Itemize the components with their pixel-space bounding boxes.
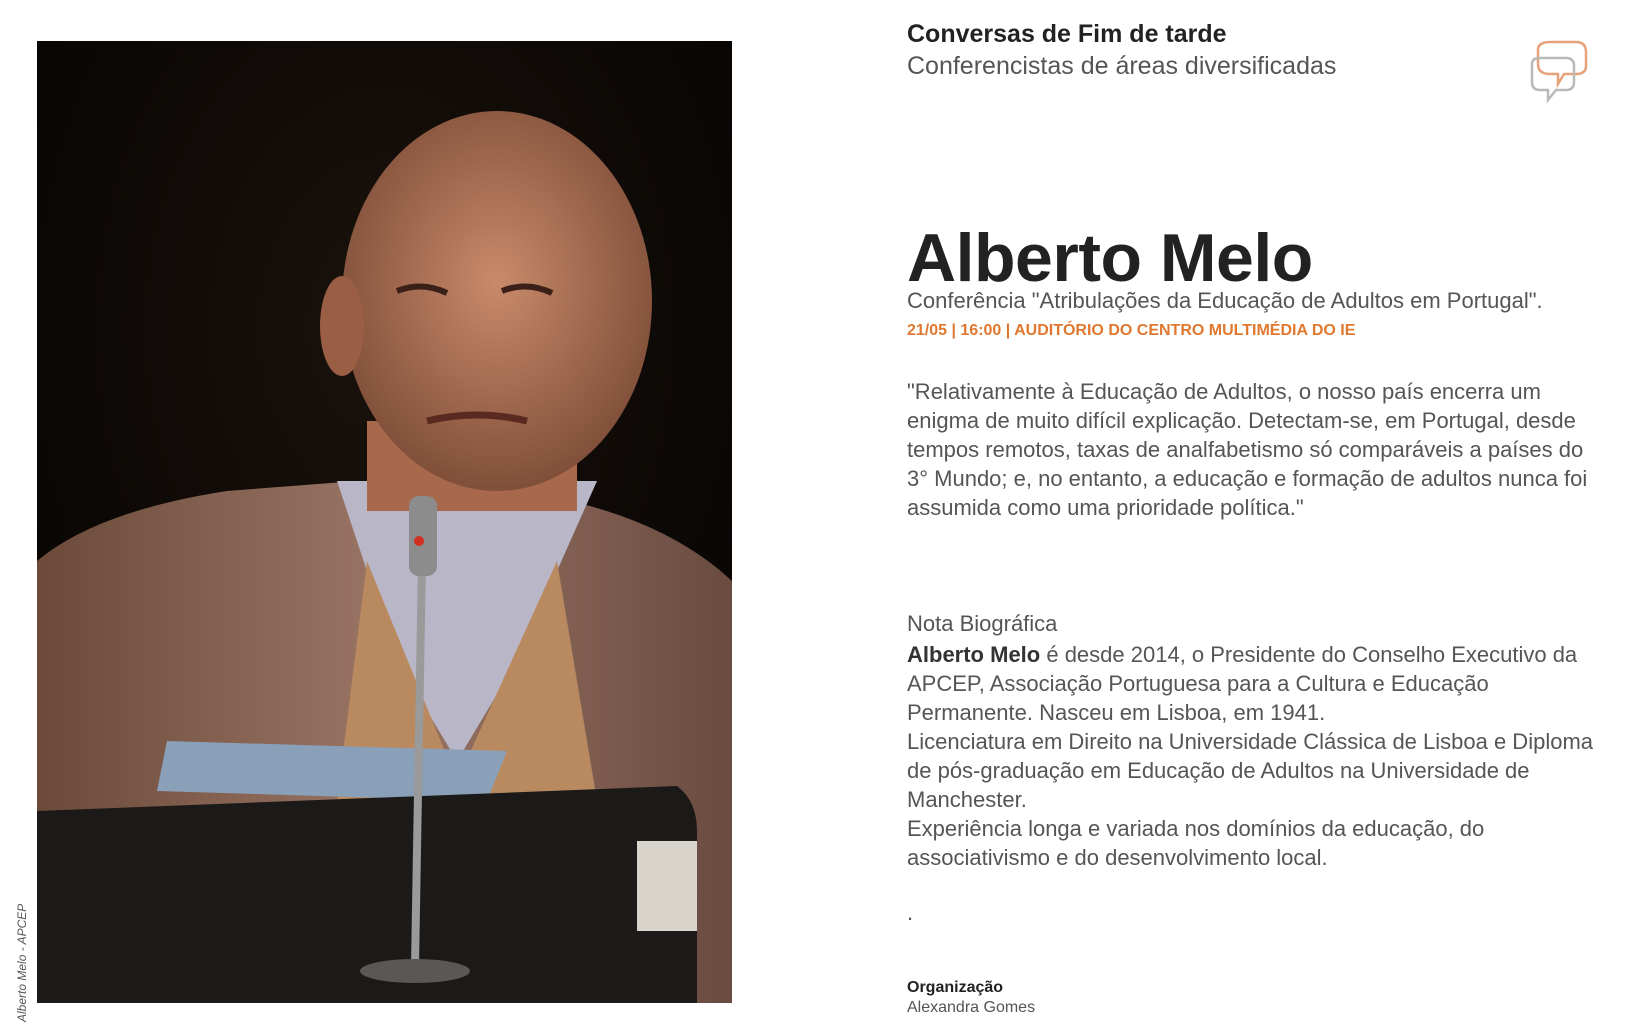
photo-credit: Alberto Melo - APCEP xyxy=(15,903,29,1022)
bio-text-1: é desde 2014, o Presidente do Conselho Executivo da APCEP, Associação Portuguesa para a Cultura e Educação Permanente. Nasceu em Lisboa, em 1941. xyxy=(907,642,1578,725)
speaker-photo xyxy=(37,41,732,1003)
bio-heading: Nota Biográfica xyxy=(907,611,1058,636)
bio-paragraph-2: Licenciatura em Direito na Universidade Clássica de Lisboa e Diploma de pós-graduação em Educação de Adultos na Universidade de Manchester. xyxy=(907,729,1594,812)
conference-title: Conferência "Atribulações da Educação de Adultos em Portugal". xyxy=(907,288,1543,313)
series-subtitle: Conferencistas de áreas diversificadas xyxy=(907,52,1337,80)
series-title: Conversas de Fim de tarde xyxy=(907,20,1227,48)
bio-paragraph-1 xyxy=(907,640,1607,727)
bio-text xyxy=(907,640,1607,872)
event-details: 21/05 | 16:00 | AUDITÓRIO DO CENTRO MULTIMÉDIA DO IE xyxy=(907,322,1356,339)
speaker-name: Alberto Melo xyxy=(907,220,1313,296)
speech-bubbles-icon xyxy=(1528,36,1592,104)
speaker-portrait-illustration xyxy=(37,41,732,1003)
bio-paragraph-3: Experiência longa e variada nos domínios da educação, do associativismo e do desenvolvimento local. xyxy=(907,816,1485,870)
speaker-quote: "Relativamente à Educação de Adultos, o nosso país encerra um enigma de muito difícil explicação. Detectam-se, em Portugal, desde tempos remotos, taxas de analfabetismo só comparáveis a países do 3° Mundo; e, no entanto, a educação e formação de adultos nunca foi assumida como uma prioridade política." xyxy=(907,379,1588,520)
organization-heading: Organização xyxy=(907,979,1004,996)
bio-name: Alberto Melo xyxy=(907,642,1041,667)
trailing-dot: . xyxy=(907,900,914,925)
organization-name: Alexandra Gomes xyxy=(907,999,1036,1016)
